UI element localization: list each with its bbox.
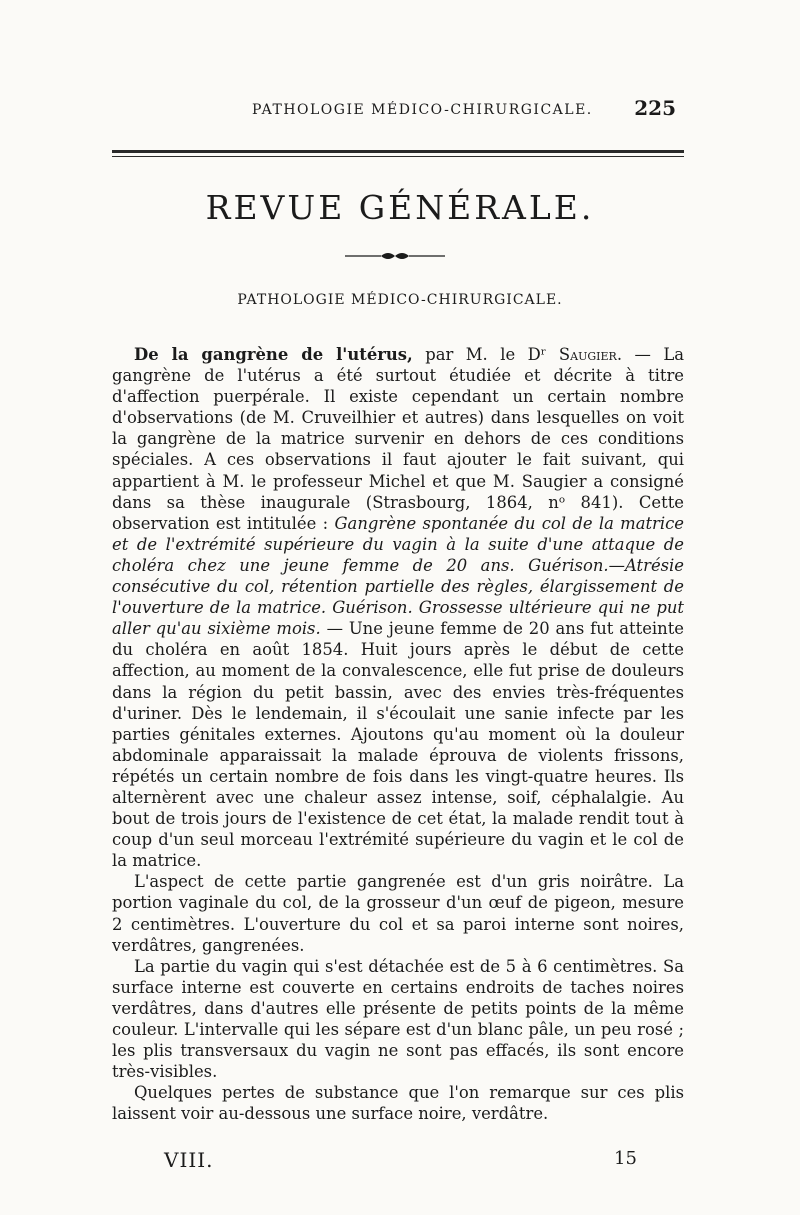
paragraph-1 [112, 344, 684, 871]
volume-number: VIII. [164, 1148, 214, 1172]
case-text: — Une jeune femme de 20 ans fut atteinte du choléra en août 1854. Huit jours après le début de cette affection, au moment de la convalescence, elle fut prise de douleurs dans la région du petit bassin, avec des envies très-fréquentes d'uriner. Dès le lendemain, il s'écoulait une sanie infecte par les parties génitales externes. Ajoutons qu'au moment où la douleur abdominale apparaissait la malade éprouva de violents frissons, répétés un certain nombre de fois dans les vingt-quatre heures. Ils alternèrent avec une chaleur assez intense, soif, céphalalgie. Au bout de trois jours de l'existence de cet état, la malade rendit tout à coup d'un seul morceau l'extrémité supérieure du vagin et le col de la matrice. [112, 619, 684, 871]
header-rule-thick [112, 150, 684, 153]
byline: par M. le Dʳ [412, 345, 559, 364]
signature-mark: 15 [614, 1148, 637, 1169]
paragraph-4: Quelques pertes de substance que l'on remarque sur ces plis laissent voir au-dessous une surface noire, verdâtre. [112, 1083, 684, 1124]
article-body [112, 344, 684, 1124]
header-rule-thin [112, 156, 684, 157]
running-head [112, 96, 684, 126]
page-number: 225 [634, 96, 676, 120]
page-title: REVUE GÉNÉRALE. [205, 188, 595, 227]
observation-title: Gangrène spontanée du col de la matrice et de l'extrémité supérieure du vagin à la suite d'une attaque de choléra chez une jeune femme de 20 ans. Guérison.—Atrésie consécutive du col, rétention partielle des règles, élargissement de l'ouverture de la matrice. Guérison. Grossesse ultérieure qui ne put aller qu'au sixième mois. [112, 513, 685, 639]
intro-text: . — La gangrène de l'utérus a été surtout étudiée et décrite à titre d'affection puerpérale. Il existe cependant un certain nombre d'observations (de M. Cruveilhier et autres) dans lesquelles on voit la gangrène de la matrice survenir en dehors de ces conditions spéciales. A ces observations il faut ajouter le fait suivant, qui appartient à M. le professeur Michel et que M. Saugier a consigné dans sa thèse inaugurale (Strasbourg, 1864, nᵒ 841). Cette observation est intitulée : [112, 345, 684, 533]
paragraph-3: La partie du vagin qui s'est détachée est de 5 à 6 centimètres. Sa surface interne est couverte en certains endroits de taches noires verdâtres, dans d'autres elle présente de petits points de la même couleur. L'intervalle qui les sépare est d'un blanc pâle, un peu rosé ; les plis transversaux du vagin ne sont pas effacés, ils sont encore très-visibles. [112, 956, 684, 1082]
ornament-divider [345, 248, 445, 264]
running-title: PATHOLOGIE MÉDICO-CHIRURGICALE. [252, 102, 593, 118]
author-name: Saugier [558, 345, 617, 364]
paragraph-2: L'aspect de cette partie gangrenée est d'un gris noirâtre. La portion vaginale du col, de la grosseur d'un œuf de pigeon, mesure 2 centimètres. L'ouverture du col et sa paroi interne sont noires, verdâtres, gangrenées. [112, 872, 684, 955]
section-heading: PATHOLOGIE MÉDICO-CHIRURGICALE. [237, 292, 563, 308]
article-title: De la gangrène de l'utérus, [134, 345, 413, 364]
